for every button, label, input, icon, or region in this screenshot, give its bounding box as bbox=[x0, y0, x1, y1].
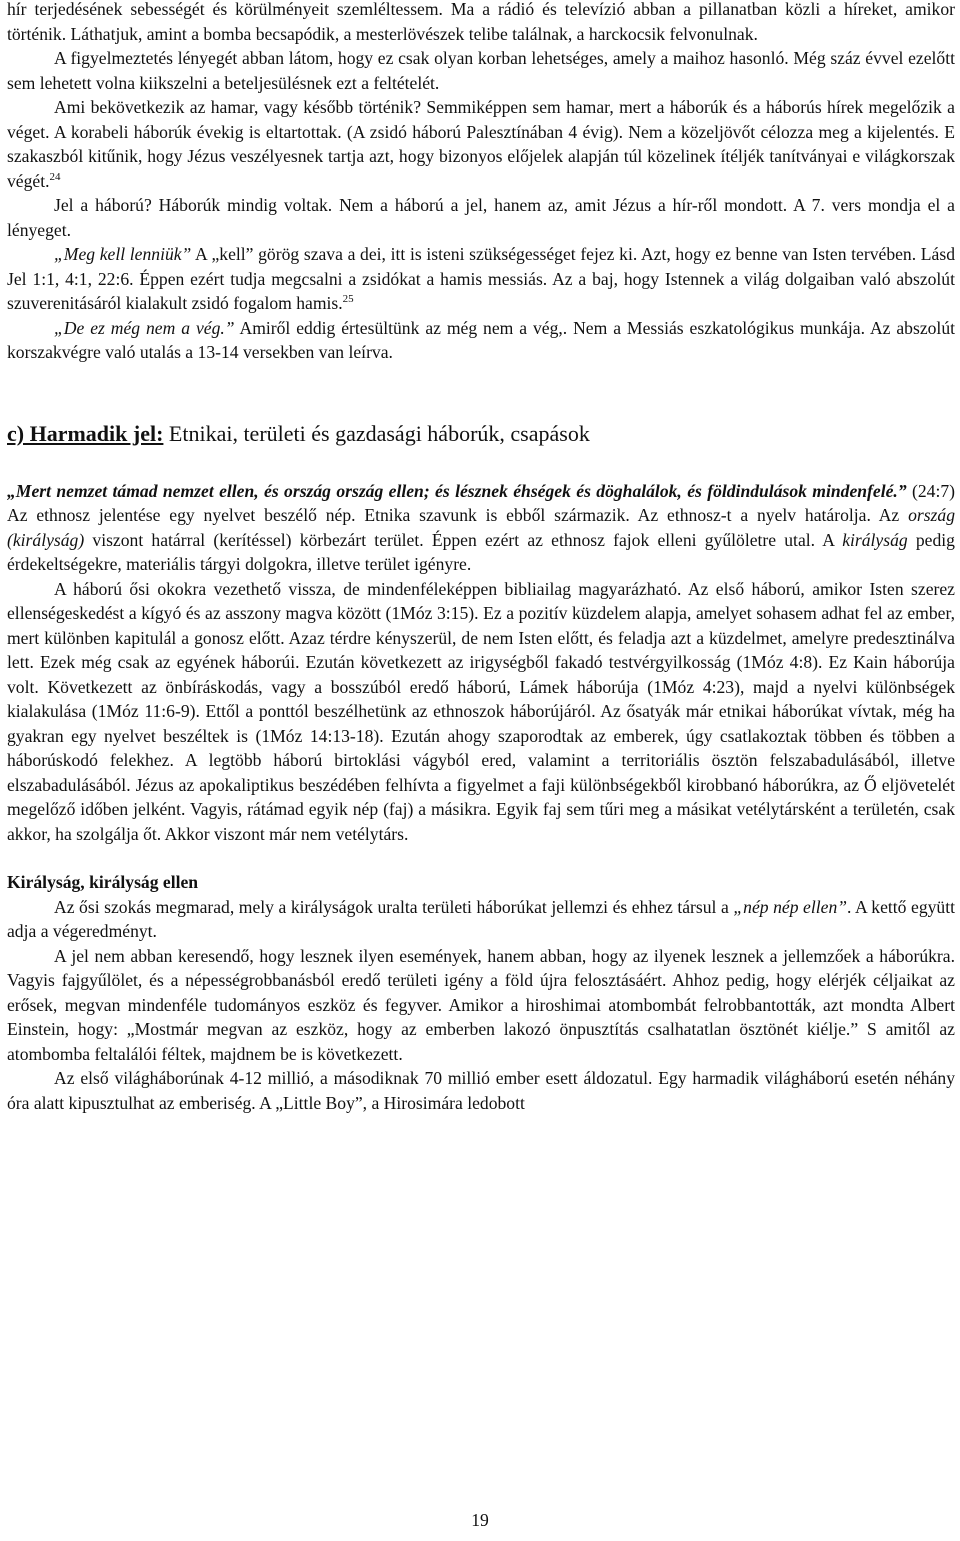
paragraph-text: Amiről eddig értesültünk az még nem a vég,. Nem a Messiás eszkatológikus munkája. Az abszolút korszakvégre való utalás a 13-14 versekben van leírva. bbox=[7, 317, 955, 362]
paragraph-text: pedig érdekeltségekre, materiális tárgyi dolgokra, illetve terület igényre. bbox=[7, 529, 955, 574]
subheading: Királyság, királyság ellen bbox=[7, 872, 199, 892]
page-number: 19 bbox=[471, 1510, 489, 1530]
emphasis: „De ez még nem a vég.” bbox=[54, 317, 235, 338]
paragraph bbox=[7, 95, 955, 193]
section-heading-lead: c) Harmadik jel: bbox=[7, 420, 164, 446]
section-heading bbox=[7, 420, 955, 448]
paragraph-text: (24:7) Az ethnosz jelentése egy nyelvet beszélő nép. Etnika szavunk is ebből származik. Az ethnosz-t a nyelv határolja. Az bbox=[7, 480, 955, 525]
scripture-quote: „Mert nemzet támad nemzet ellen, és ország ország ellen; és lésznek éhségek és döghalálok, és földindulások mindenfelé.” bbox=[7, 480, 907, 501]
emphasis: „Meg kell lenniük” bbox=[54, 244, 192, 264]
paragraph bbox=[7, 895, 955, 944]
footnote-ref: 24 bbox=[49, 170, 61, 183]
paragraph: A figyelmeztetés lényegét abban látom, hogy ez csak olyan korban lehetséges, amely a maihoz hasonló. Még száz évvel ezelőtt sem lehetett volna kiikszelni a beteljesülésnek ezt a feltételét. bbox=[7, 48, 955, 93]
paragraph-text: Ami bekövetkezik az hamar, vagy később történik? Semmiképpen sem hamar, mert a háborúk és a háborús hírek megelőzik a véget. A korabeli háborúk évekig is eltartottak. (A zsidó háború Palesztínában 4 évig). Nem a közeljövőt célozza meg a kijelentés. E szakaszból kitűnik, hogy Jézus veszélyesnek tartja azt, hogy bizonyos előjelek alapján túl közelinek ítéljék tanítványai e világkorszak végét. bbox=[7, 97, 955, 191]
section-heading-text: Etnikai, területi és gazdasági háborúk, csapások bbox=[163, 420, 590, 446]
paragraph: A jel nem abban keresendő, hogy lesznek ilyen események, hanem abban, hogy az ilyenek lesznek a jellemzőek a háborúkra. Vagyis fajgyűlölet, és a népességrobbanásból eredő területi igény a föld újra felosztásáért. Ahhoz pedig, hogy elérjék céljaikat az erősek, megvan mindenféle tudományos eszköz és fegyver. Amikor a hiroshimai atombombát felrobbantották, azt mondta Albert Einstein, hogy: „Mostmár megvan az eszköz, hogy az emberben lakozó önpusztítás csalhatatlan ösztönét kiélje.” S amitől az atombomba feltalálói féltek, majdnem be is következett. bbox=[7, 945, 955, 1064]
paragraph: hír terjedésének sebességét és körülményeit szemléltessem. Ma a rádió és televízió abban a pillanatban közli a híreket, amikor történik. Láthatjuk, amint a bomba becsapódik, a mesterlövészek telibe találnak, a harckocsik felvonulnak. bbox=[7, 0, 955, 44]
paragraph-text: Az ősi szokás megmarad, mely a királyságok uralta területi háborúkat jellemzi és ehhez társul a bbox=[54, 896, 734, 917]
paragraph-text: A „kell” görög szava a dei, itt is isteni szükségességet fejez ki. Azt, hogy ez benne van Isten tervében. Lásd Jel 1:1, 4:1, 22:6. Éppen ezért tudja megcsalni a zsidókat a hamis messiás. Az a baj, hogy Istennek a világ dolgaiban való abszolút szuverenitásáról kialakult zsidó fogalom hamis. bbox=[7, 244, 955, 313]
emphasis: ország (királyság) bbox=[7, 505, 955, 550]
paragraph: Az első világháborúnak 4-12 millió, a másodiknak 70 millió ember esett áldozatul. Egy harmadik világháború esetén néhány óra alatt kipusztulhat az emberiség. A „Little Boy”, a Hirosimára ledobott bbox=[7, 1068, 955, 1113]
paragraph: A háború ősi okokra vezethető vissza, de mindenféleképpen bibliailag magyarázható. Az első háború, amikor Isten szerez ellenségeskedést a kígyó és az asszony magva között (1Móz 3:15). Ez a pozitív küzdelem alapja, amelyet sohasem adhat fel az ember, mert különben kapitulál a gonosz előtt. Azaz térdre kényszerül, de nem Isten előtt, és feladja azt a küzdelmet, amelyre predesztinálva lett. Ezek még csak az egyének háborúi. Ezután következett az irigységből fakadó testvérgyilkosság (1Móz 4:8). Ez Kain háborúja volt. Következett az önbíráskodás, vagy a bosszúból eredő háború, Lámek háborúja (1Móz 4:23), majd a nyelvi különbségek kialakulása (1Móz 11:6-9). Ettől a ponttól beszélhetünk az ethnoszok háborújáról. Az ősatyák már etnikai háborúkat vívtak, még ha gyakran egy nyelvet beszéltek is (1Móz 14:13-18). Ezután ahogy szaporodtak az emberek, úgy csatlakoztak többen és többen a háborúskodó felekhez. A legtöbb háború birtoklási vágyból ered, valamint a territoriális ösztön felszabadulásából, illetve elszabadulásából. Jézus az apokaliptikus beszédében felhívta a figyelmet a faji különbségekből kirobbanó háborúkra, az Ő eljövetelét megelőző időben jelként. Vagyis, rátámad egyik nép (faj) a másikra. Egyik faj sem tűri meg a másikat vetélytársként a területén, csak akkor, ha szolgálja őt. Akkor viszont már nem vetélytárs. bbox=[7, 578, 955, 844]
paragraph-text: viszont határral (kerítéssel) körbezárt terület. Éppen ezért az ethnosz fajok elleni gyűlöletre utal. A bbox=[84, 529, 843, 550]
footnote-ref: 25 bbox=[342, 293, 354, 305]
paragraph: Jel a háború? Háborúk mindig voltak. Nem a háború a jel, hanem az, amit Jézus a hír-ről mondott. A 7. vers mondja el a lényeget. bbox=[7, 195, 955, 240]
paragraph bbox=[7, 479, 955, 577]
document-page bbox=[7, 0, 955, 1115]
emphasis: „nép nép ellen” bbox=[733, 896, 848, 917]
emphasis: királyság bbox=[842, 529, 908, 550]
paragraph bbox=[7, 316, 955, 365]
paragraph bbox=[7, 242, 955, 316]
paragraph-text: . A kettő együtt adja a végeredményt. bbox=[7, 896, 955, 941]
